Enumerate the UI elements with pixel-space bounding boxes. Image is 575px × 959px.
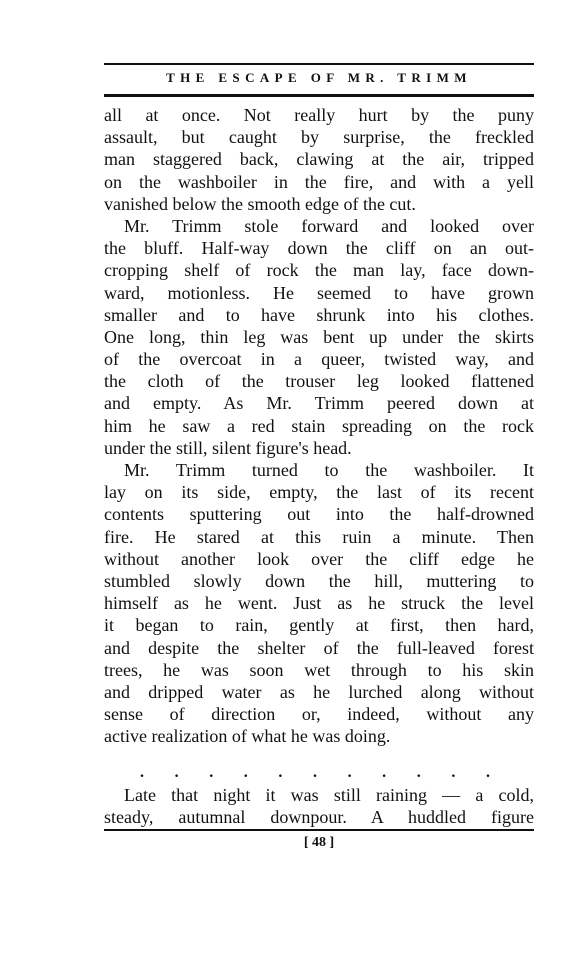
page-number: [ 48 ]: [303, 835, 335, 850]
text-line: the cloth of the trouser leg looked flattened: [104, 371, 534, 392]
running-head: THE ESCAPE OF MR. TRIMM: [166, 70, 472, 85]
text-line: it began to rain, gently at first, then hard,: [104, 615, 534, 636]
paragraph-3: [104, 459, 534, 747]
header-rule-top: [104, 63, 534, 65]
section-break-dot: .: [278, 764, 283, 781]
text-line: the bluff. Half-way down the cliff on an out-: [104, 238, 534, 259]
text-line: contents sputtering out into the half-drowned: [104, 504, 534, 525]
text-line: stumbled slowly down the hill, muttering to: [104, 570, 534, 591]
section-break-dot: .: [347, 764, 352, 781]
text-line: smaller and to have shrunk into his clothes.: [104, 304, 534, 325]
paragraph-1: [104, 104, 534, 215]
text-line: assault, but caught by surprise, the freckled: [104, 127, 534, 148]
paragraph-2: [104, 215, 534, 459]
footer-rule: [104, 829, 534, 831]
section-break-dot: .: [243, 764, 248, 781]
section-break-dot: .: [485, 764, 490, 781]
text-line: ward, motionless. He seemed to have grown: [104, 282, 534, 303]
section-break-dot: .: [416, 764, 421, 781]
text-line: vanished below the smooth edge of the cut.: [104, 193, 416, 214]
text-line: steady, autumnal downpour. A huddled figure: [104, 807, 534, 828]
text-line: cropping shelf of rock the man lay, face down-: [104, 260, 534, 281]
section-break-dot: .: [140, 764, 144, 781]
text-line: Late that night it was still raining — a cold,: [124, 785, 534, 805]
text-line: and despite the shelter of the full-leaved forest: [104, 637, 534, 658]
text-line: himself as he went. Just as he struck the level: [104, 593, 534, 614]
text-line: trees, he was soon wet through to his skin: [104, 659, 534, 680]
section-break-dot: .: [209, 764, 214, 781]
text-line: and dripped water as he lurched along without: [104, 681, 534, 702]
section-break-dot: .: [174, 764, 179, 781]
text-line: Mr. Trimm stole forward and looked over: [124, 215, 534, 236]
text-line: without another look over the cliff edge he: [104, 548, 534, 569]
section-break-dot: .: [312, 764, 317, 781]
text-line: Mr. Trimm turned to the washboiler. It: [124, 460, 534, 480]
paragraph-4: [104, 784, 534, 828]
text-line: under the still, silent figure's head.: [104, 437, 352, 458]
text-line: man staggered back, clawing at the air, tripped: [104, 149, 534, 170]
text-line: him he saw a red stain spreading on the rock: [104, 415, 534, 436]
text-line: One long, thin leg was bent up under the skirts: [104, 326, 534, 347]
section-break-dot: .: [451, 764, 456, 781]
text-line: fire. He stared at this ruin a minute. Then: [104, 526, 534, 547]
section-break: [140, 764, 490, 782]
text-line: lay on its side, empty, the last of its recent: [104, 482, 534, 503]
text-line: all at once. Not really hurt by the puny: [104, 105, 534, 125]
section-break-dot: .: [382, 764, 387, 781]
text-line: active realization of what he was doing.: [104, 726, 391, 747]
text-line: on the washboiler in the fire, and with a yell: [104, 171, 534, 192]
header-rule-bottom: [104, 94, 534, 97]
body-text: [104, 104, 534, 747]
text-line: of the overcoat in a queer, twisted way, and: [104, 349, 534, 370]
text-line: sense of direction or, indeed, without any: [104, 704, 534, 725]
text-line: and empty. As Mr. Trimm peered down at: [104, 393, 534, 414]
